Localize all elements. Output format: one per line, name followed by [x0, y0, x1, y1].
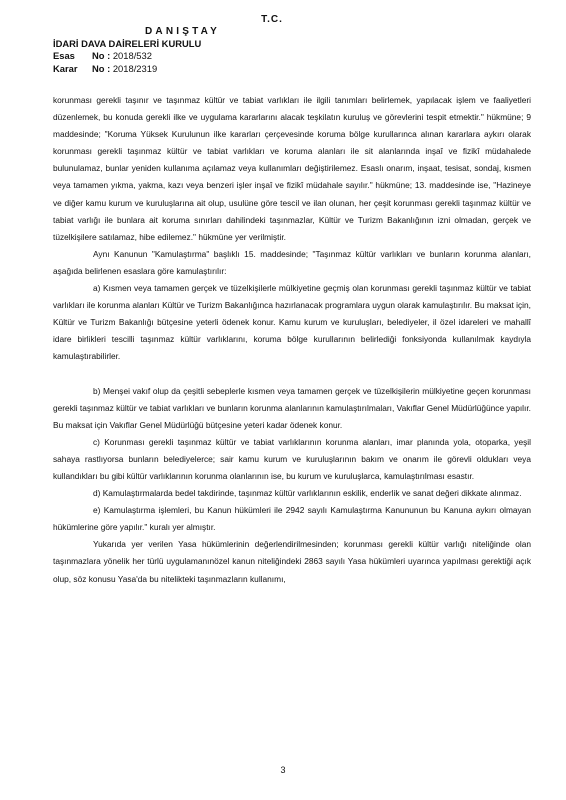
esas-value: 2018/532	[112, 50, 152, 61]
paragraph-evaluation: Yukarıda yer verilen Yasa hükümlerinin değerlendirilmesinden; korunması gerekli kültür varlığı niteliğinde olan taşınmazlara yönelik her türlü uygulamanınözel kanun niteliğindeki 2863 sayılı Yasa hükümleri uyarınca yapılması gerektiği açık olup, söz konusu Yasa'da bu nitelikteki taşınmazların kullanımı,	[53, 539, 531, 584]
paragraph-expropriation-heading: Aynı Kanunun "Kamulaştırma" başlıklı 15. maddesinde; "Taşınmaz kültür varlıkları ve bunların korunma alanları, aşağıda belirlenen esaslara göre kamulaştırılır:	[53, 248, 531, 276]
document-body	[53, 92, 531, 588]
esas-no-label: No :	[92, 50, 111, 61]
karar-line	[53, 63, 566, 76]
republic-abbreviation: T.C.	[261, 14, 283, 25]
paragraph-article-intro: korunması gerekli taşınır ve taşınmaz kültür ve tabiat varlıkları ile ilgili tanımları belirlemek, yapılacak işlem ve faaliyetleri düzenlemek, bu konuda gerekli ilke ve uygulama kararlarını alacak teşkilatın kuruluş ve görevlerini tespit etmektir." hükmüne; 9 maddesinde; "Koruma Yüksek Kurulunun ilke kararları çerçevesinde koruma bölge kurullarınca alınan kararlara aykırı olarak korunması gerekli taşınmaz kültür ve tabiat varlıkları ve koruma alanları ile sit alanlarında inşaî ve fizikî müdahalede bulunulamaz, bunlar yeniden kullanıma açılamaz veya kullanımları değiştirilemez. Esaslı onarım, inşaat, tesisat, sondaj, kısmen veya tamamen yıkma, yakma, kazı veya benzeri işler inşaî ve fizikî müdahale sayılır." hükmüne; 13. maddesinde ise, "Hazineye ve diğer kamu kurum ve kuruluşlarına ait olup, usulüne göre tescil ve ilan olunan, her çeşit korunması gerekli taşınmaz kültür ve tabiat varlığı ile bunlara ait koruma sınırları dahilindeki taşınmazlar, Kültür ve Turizm Bakanlığının izni olmadan, gerçek ve tüzelkişilere satılamaz, hibe edilemez." hükmüne yer verilmiştir.	[53, 95, 531, 242]
karar-no-label: No :	[92, 62, 111, 74]
paragraph-item-a: a) Kısmen veya tamamen gerçek ve tüzelkişilerle mülkiyetine geçmiş olan korunması gerekli taşınmaz kültür ve tabiat varlıkları ile korunma alanları Kültür ve Turizm Bakanlığınca hazırlanacak programlara uygun olarak kamulaştırılır. Bu maksat için, Kültür ve Turizm Bakanlığı bütçesine yeterli ödenek konur. Kamu kurum ve kuruluşları, belediyeler, il özel idareleri ve mahallî idare birlikleri tescilli taşınmaz kültür varlıklarını, koruma bölge kurullarının belirlediği fonksiyonda kullanılmak kaydıyla kamulaştırabilirler.	[53, 283, 531, 362]
court-name: DANIŞTAY	[145, 26, 221, 37]
page-number: 3	[280, 765, 286, 775]
karar-value: 2018/2319	[112, 62, 158, 74]
paragraph-item-d: d) Kamulaştırmalarda bedel takdirinde, taşınmaz kültür varlıklarının eskilik, enderlik ve sanat değeri dikkate alınmaz.	[93, 488, 522, 499]
paragraph-item-e: e) Kamulaştırma işlemleri, bu Kanun hükümleri ile 2942 sayılı Kamulaştırma Kanununun bu Kanuna aykırı olmayan hükümlerine göre yapılır." kuralı yer almıştır.	[53, 505, 531, 533]
document-header	[0, 14, 566, 75]
esas-line	[53, 50, 566, 63]
esas-label: Esas	[53, 50, 75, 61]
department-name: İDARİ DAVA DAİRELERİ KURULU	[53, 38, 202, 49]
paragraph-item-b: b) Menşei vakıf olup da çeşitli sebeplerle kısmen veya tamamen gerçek ve tüzelkişilerin mülkiyetine geçen korunması gerekli taşınmaz kültür ve tabiat varlıkları ve bunların korunma alanlarının kamulaştırılmaları, Vakıflar Genel Müdürlüğünce yapılır. Bu maksat için Vakıflar Genel Müdürlüğü bütçesine yeteri kadar ödenek konur.	[53, 385, 531, 430]
paragraph-item-c: c) Korunması gerekli taşınmaz kültür ve tabiat varlıklarının korunma alanları, imar planında yola, otoparka, yeşil sahaya rastlıyorsa bunların belediyelerce; sair kamu kurum ve kuruluşlarının bakım ve onarım ile görevli oldukları veya kullandıkları bu gibi kültür varlıklarının korunma olanlarının ise, bu kurum ve kuruluşlarca, kamulaştırılması esastır.	[53, 436, 531, 481]
karar-label: Karar	[53, 62, 78, 74]
